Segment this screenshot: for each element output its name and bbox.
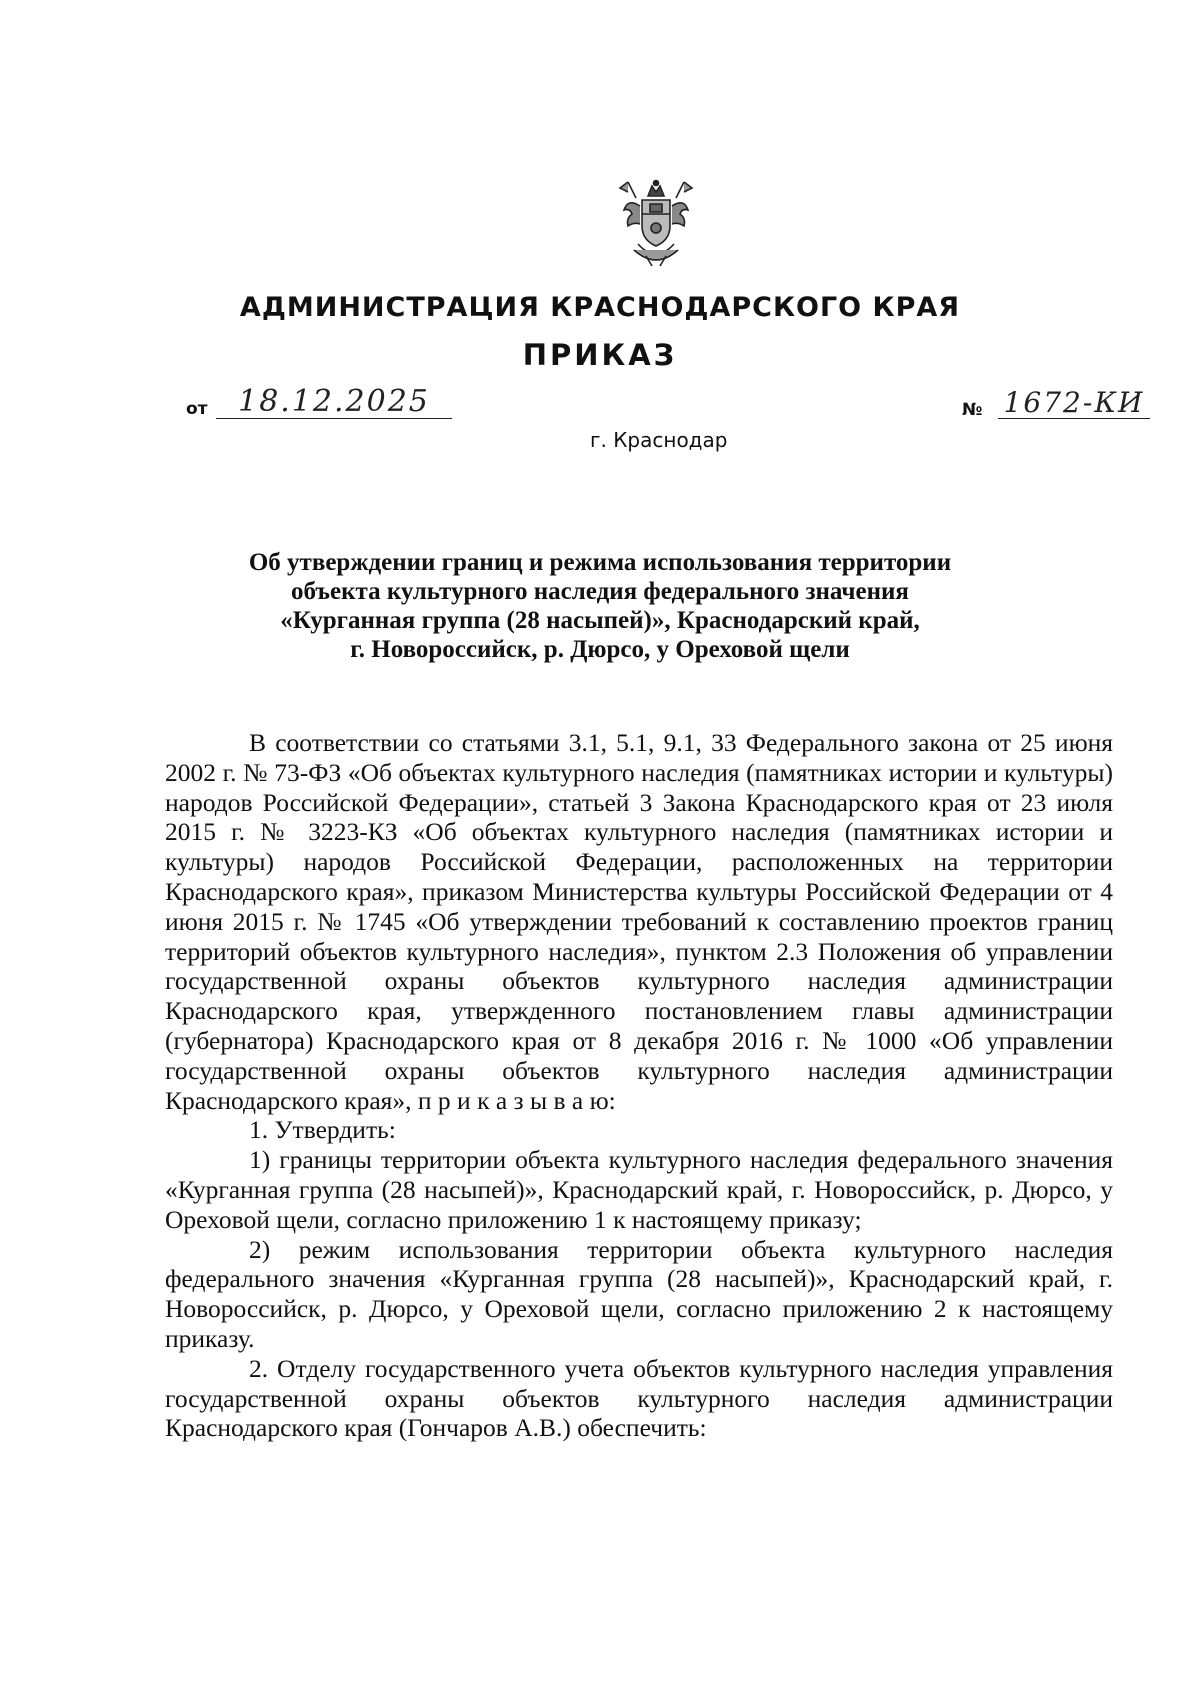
subject-line: «Курганная группа (28 насыпей)», Краснодарский край,	[280, 607, 920, 634]
document-subject	[150, 548, 1050, 664]
coat-of-arms-icon	[618, 178, 694, 270]
document-body	[165, 728, 1113, 1443]
date-value: 18.12.2025	[216, 384, 452, 419]
body-paragraph: В соответствии со статьями 3.1, 5.1, 9.1, 33 Федерального закона от 25 июня 2002 г. № 73-ФЗ «Об объектах культурного наследия (памятниках истории и культуры) народов Российской Федерации», статьей 3 Закона Краснодарского края от 23 июля 2015 г. № 3223-КЗ «Об объектах культурного наследия (памятниках истории и культуры) народов Российской Федерации, расположенных на территории Краснодарского края», приказом Министерства культуры Российской Федерации от 4 июня 2015 г. № 1745 «Об утверждении требований к составлению проектов границ территорий объектов культурного наследия», пунктом 2.3 Положения об управлении государственной охраны объектов культурного наследия администрации Краснодарского края, утвержденного постановлением главы администрации (губернатора) Краснодарского края от 8 декабря 2016 г. № 1000 «Об управлении государственной охраны объектов культурного наследия администрации Краснодарского края», п р и к а з ы в а ю:	[165, 728, 1113, 1115]
body-paragraph: 1. Утвердить:	[249, 1115, 396, 1145]
body-paragraph: 2) режим использования территории объекта культурного наследия федерального значения «Курганная группа (28 насыпей)», Краснодарский край, г. Новороссийск, р. Дюрсо, у Ореховой щели, согласно приложению 2 к настоящему приказу.	[165, 1234, 1113, 1353]
number-value: 1672-КИ	[998, 386, 1150, 419]
subject-line: объекта культурного наследия федерального значения	[291, 578, 909, 605]
subject-line: г. Новороссийск, р. Дюрсо, у Ореховой щели	[350, 636, 850, 663]
subject-line: Об утверждении границ и режима использования территории	[248, 549, 952, 576]
body-paragraph: 1) границы территории объекта культурного наследия федерального значения «Курганная группа (28 насыпей)», Краснодарский край, г. Новороссийск, р. Дюрсо, у Ореховой щели, согласно приложению 1 к настоящему приказу;	[165, 1145, 1113, 1234]
document-type: ПРИКАЗ	[522, 338, 678, 372]
date-label: от	[186, 399, 208, 419]
organization-title: АДМИНИСТРАЦИЯ КРАСНОДАРСКОГО КРАЯ	[239, 292, 961, 323]
number-label: №	[962, 400, 983, 420]
city-label: г. Краснодар	[590, 428, 728, 452]
body-paragraph: 2. Отделу государственного учета объектов культурного наследия управления государственной охраны объектов культурного наследия администрации Краснодарского края (Гончаров А.В.) обеспечить:	[165, 1353, 1113, 1443]
